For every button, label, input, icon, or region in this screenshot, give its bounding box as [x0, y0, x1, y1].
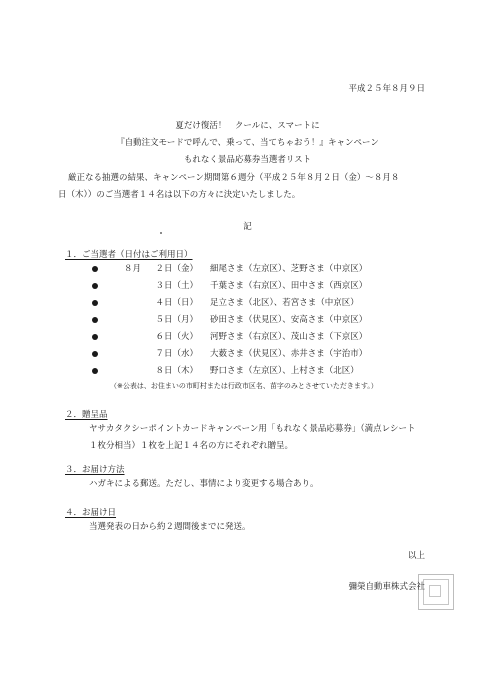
bullet-icon	[92, 300, 98, 306]
section-2-heading: ２．贈呈品	[65, 410, 108, 420]
section-3-line-1: ハガキによる郵送。ただし、事情により変更する場合あり。	[89, 479, 319, 489]
bullet-icon	[92, 351, 98, 357]
document-title	[0, 118, 495, 169]
winner-day: ５日（月）	[155, 315, 198, 325]
winner-names: 砂田さま（伏見区）、安高さま（中京区）	[210, 315, 368, 325]
section-3-text	[89, 476, 319, 493]
winner-day: ４日（日）	[155, 298, 198, 308]
winner-names: 野口さま（左京区）、上村さま（北区）	[210, 366, 359, 376]
intro-line-2: 日（木））のご当選者１４名は以下の方々に決定いたしました。	[58, 190, 301, 200]
winners-list	[92, 262, 432, 381]
intro-paragraph	[58, 170, 438, 204]
title-line-1: 夏だけ復活！ クールに、スマートに	[175, 121, 320, 131]
intro-line-1: 厳正なる抽選の結果、キャンペーン期間第６週分（平成２５年８月２日（金）～８月８	[68, 173, 400, 183]
company-name: 彌榮自動車株式会社	[348, 582, 425, 592]
winner-names: 大薮さま（伏見区）、赤井さま（宇治市）	[210, 349, 368, 359]
bullet-icon	[92, 317, 98, 323]
closing-ijo: 以上	[407, 551, 425, 561]
winner-row	[92, 262, 432, 279]
winner-row	[92, 313, 432, 330]
section-4-line-1: 当選発表の日から約２週間後までに発送。	[89, 522, 251, 532]
winner-names: 千葉さま（右京区）、田中さま（西京区）	[210, 281, 368, 291]
winner-day: ２日（金）	[155, 264, 198, 274]
section-1-heading: １．ご当選者（日付はご利用日）	[65, 250, 193, 260]
bullet-icon	[92, 334, 98, 340]
winner-day: ７日（水）	[155, 349, 198, 359]
winner-names: 河野さま（右京区）、茂山さま（下京区）	[210, 332, 368, 342]
winner-row	[92, 330, 432, 347]
privacy-note: （※公表は、お住まいの市町村または行政市区名、苗字のみとさせていただきます。）	[110, 382, 378, 390]
bullet-icon	[92, 368, 98, 374]
winner-row	[92, 364, 432, 381]
section-2-line-2: １枚分相当）１枚を上記１４名の方にそれぞれ贈呈。	[89, 441, 294, 451]
winner-day: ８日（木）	[155, 366, 198, 376]
winner-day: ３日（土）	[155, 281, 198, 291]
ki-marker: 記	[243, 222, 252, 232]
section-2-line-1: ヤサカタクシーポイントカードキャンペーン用「もれなく景品応募券」（満点レシート	[89, 424, 416, 434]
bullet-icon	[92, 266, 98, 272]
winner-names: 足立さま（北区）、若宮さま（中京区）	[210, 298, 359, 308]
winner-names: 細尾さま（左京区）、芝野さま（中京区）	[210, 264, 368, 274]
title-line-3: もれなく景品応募券当選者リスト	[183, 155, 312, 165]
winner-row	[92, 279, 432, 296]
section-2-text	[89, 421, 415, 455]
section-4-text	[89, 519, 251, 536]
winner-day: ６日（火）	[155, 332, 198, 342]
title-line-2: 『自動注文モードで呼んで、乗って、当てちゃおう！』キャンペーン	[116, 138, 379, 148]
winner-row	[92, 347, 432, 364]
document-date: 平成２５年８月９日	[348, 84, 425, 94]
section-4-heading: ４．お届け日	[65, 508, 117, 518]
section-3-heading: ３．お届け方法	[65, 465, 125, 475]
scan-dot	[160, 232, 162, 234]
winner-month: ８月	[124, 264, 142, 274]
bullet-icon	[92, 283, 98, 289]
winner-row	[92, 296, 432, 313]
